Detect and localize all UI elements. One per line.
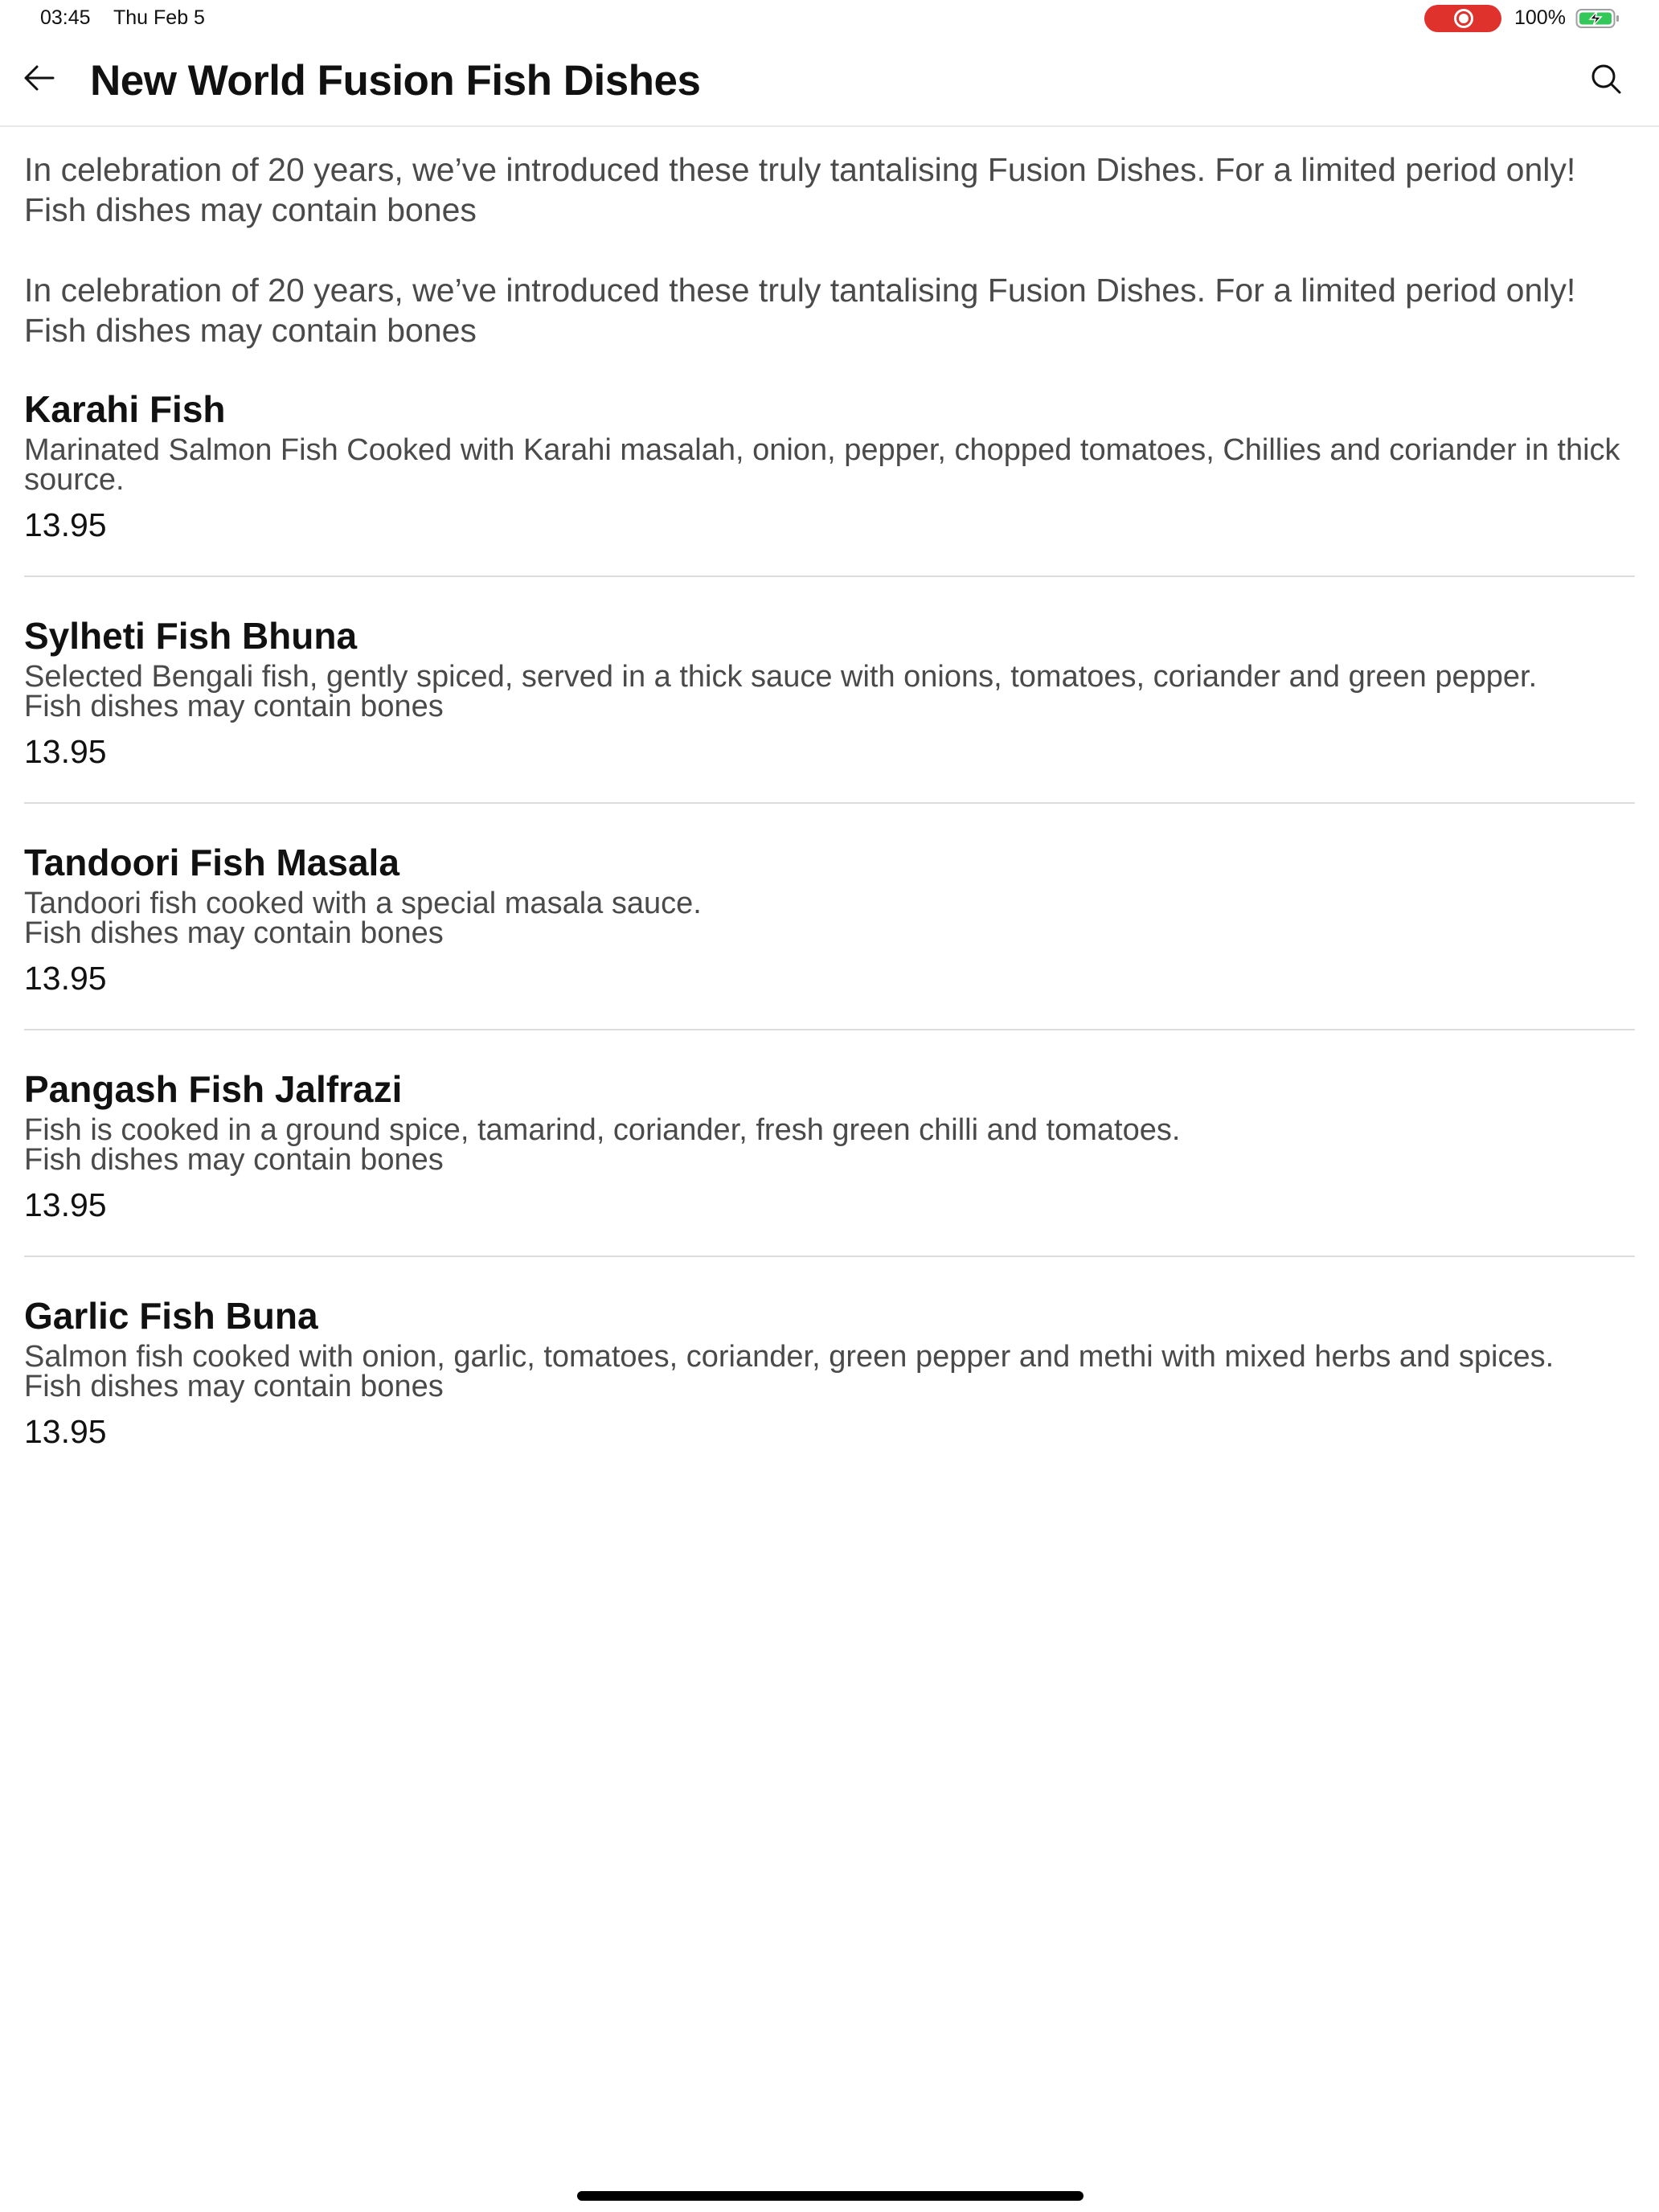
dish-item-karahi-fish[interactable] — [24, 350, 1635, 577]
dish-price: 13.95 — [24, 733, 107, 770]
dish-description: Fish is cooked in a ground spice, tamarind, coriander, fresh green chilli and tomatoes. — [24, 1113, 1181, 1147]
status-time: 03:45 — [40, 6, 91, 29]
category-description — [24, 150, 1635, 350]
battery-percentage: 100% — [1514, 6, 1566, 29]
dish-price: 13.95 — [24, 506, 107, 543]
dish-note: Fish dishes may contain bones — [24, 1143, 444, 1177]
arrow-left-icon[interactable] — [23, 61, 56, 95]
dish-item-tandoori-fish-masala[interactable] — [24, 804, 1635, 1030]
screen-recording-indicator[interactable] — [1424, 5, 1501, 32]
intro-text: In celebration of 20 years, we’ve introduced these truly tantalising Fusion Dishes. For a limited period only! — [24, 272, 1576, 309]
intro-note: Fish dishes may contain bones — [24, 312, 477, 349]
dish-name: Garlic Fish Buna — [24, 1295, 318, 1337]
dish-price: 13.95 — [24, 960, 107, 997]
page-title: New World Fusion Fish Dishes — [90, 57, 701, 104]
intro-note: Fish dishes may contain bones — [24, 191, 477, 228]
dish-price: 13.95 — [24, 1186, 107, 1223]
home-indicator[interactable] — [577, 2191, 1083, 2201]
intro-block — [24, 150, 1635, 230]
dish-note: Fish dishes may contain bones — [24, 690, 444, 723]
menu-content — [24, 125, 1635, 1482]
dish-description: Tandoori fish cooked with a special masala sauce. — [24, 887, 702, 920]
dish-name: Karahi Fish — [24, 388, 226, 430]
status-date: Thu Feb 5 — [113, 6, 205, 29]
intro-block — [24, 270, 1635, 350]
battery-charging-icon — [1575, 7, 1620, 30]
dish-name: Sylheti Fish Bhuna — [24, 615, 358, 657]
intro-text: In celebration of 20 years, we’ve introduced these truly tantalising Fusion Dishes. For a limited period only! — [24, 151, 1576, 188]
dish-item-garlic-fish-buna[interactable] — [24, 1257, 1635, 1482]
dish-price: 13.95 — [24, 1413, 107, 1450]
record-dot-icon — [1459, 14, 1469, 23]
dish-name: Pangash Fish Jalfrazi — [24, 1068, 403, 1110]
dish-description: Marinated Salmon Fish Cooked with Karahi masalah, onion, pepper, chopped tomatoes, Chillies and coriander in thick source. — [24, 433, 1620, 497]
dish-description: Selected Bengali fish, gently spiced, served in a thick sauce with onions, tomatoes, coriander and green pepper. — [24, 660, 1538, 694]
status-bar — [0, 0, 1659, 37]
dish-note: Fish dishes may contain bones — [24, 916, 444, 950]
dish-item-sylheti-fish-bhuna[interactable] — [24, 577, 1635, 804]
dish-description: Salmon fish cooked with onion, garlic, tomatoes, coriander, green pepper and methi with mixed herbs and spices. — [24, 1340, 1555, 1374]
nav-bar — [0, 37, 1659, 127]
dish-note: Fish dishes may contain bones — [24, 1370, 444, 1403]
dish-item-pangash-fish-jalfrazi[interactable] — [24, 1030, 1635, 1257]
dish-name: Tandoori Fish Masala — [24, 842, 399, 883]
search-icon[interactable] — [1590, 63, 1622, 95]
